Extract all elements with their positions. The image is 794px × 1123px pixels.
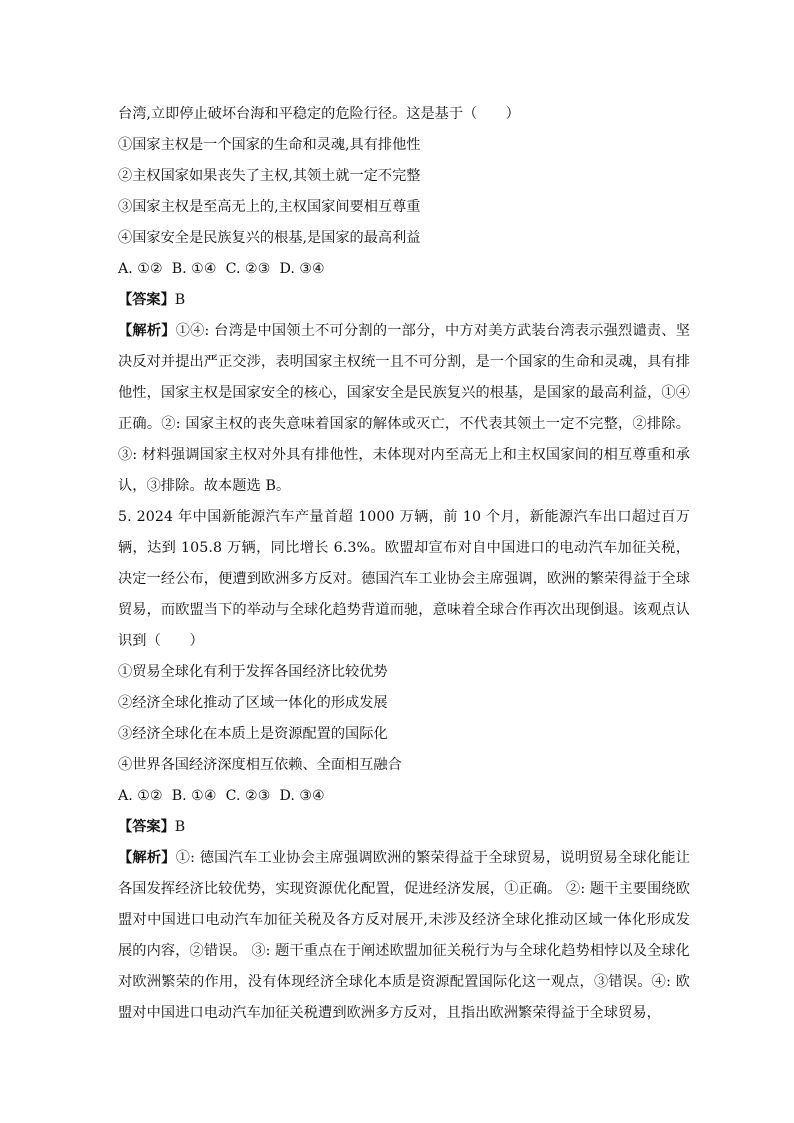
- q5-options: A. ①② B. ①④ C. ②③ D. ③④: [118, 788, 325, 804]
- q4-analysis-text: ①④: 台湾是中国领土不可分割的一部分，中方对美方武装台湾表示强烈谴责、坚决反对并提出严正交涉，表明国家主权统一且不可分割，是一个国家的生命和灵魂，具有排他性，国家主权是国家安全的核心，国家安全是民族复兴的根基，是国家的最高利益，①④正确。②: 国家主权的丧失意味着国家的解体或灭亡，不代表其领土一定不完整，②排除。③: 材料强调国家主权对外具有排他性，未体现对内至高无上和主权国家间的相互尊重和承认，③排除。故本题选 B。: [118, 323, 690, 494]
- q4-answer-tag: 【答案】: [118, 292, 175, 308]
- q5-item-3: ③经济全球化在本质上是资源配置的国际化: [118, 726, 388, 742]
- q4-analysis: [118, 316, 690, 502]
- q5-analysis-tag: 【解析】: [118, 850, 176, 866]
- q4-analysis-tag: 【解析】: [118, 323, 176, 339]
- q4-item-2: ②主权国家如果丧失了主权,其领土就一定不完整: [118, 168, 421, 184]
- q5-item-4: ④世界各国经济深度相互依赖、全面相互融合: [118, 757, 402, 773]
- q4-item-4: ④国家安全是民族复兴的根基,是国家的最高利益: [118, 230, 421, 246]
- q4-answer: [118, 285, 690, 316]
- q4-item-3: ③国家主权是至高无上的,主权国家间要相互尊重: [118, 199, 421, 215]
- q5-item-1: ①贸易全球化有利于发挥各国经济比较优势: [118, 664, 388, 680]
- q5-analysis-text: ①: 德国汽车工业协会主席强调欧洲的繁荣得益于全球贸易，说明贸易全球化能让各国发挥经济比较优势，实现资源优化配置，促进经济发展，①正确。 ②: 题干主要围绕欧盟对中国进口电动汽车加征关税及各方反对展开,未涉及经济全球化推动区域一体化形成发展的内容，②错误。 ③: 题干重点在于阐述欧盟加征关税行为与全球化趋势相悖以及全球化对欧洲繁荣的作用，没有体现经济全球化本质是资源配置国际化这一观点，③错误。④: 欧盟对中国进口电动汽车加征关税遭到欧洲多方反对，且指出欧洲繁荣得益于全球贸易，: [118, 850, 690, 1021]
- q5-item-2: ②经济全球化推动了区域一体化的形成发展: [118, 695, 388, 711]
- q4-stem-tail: 台湾,立即停止破坏台海和平稳定的危险行径。这是基于（ ）: [118, 106, 520, 122]
- q5-analysis: [118, 843, 690, 1029]
- q5-answer-tag: 【答案】: [118, 819, 175, 835]
- q5-answer-value: B: [174, 819, 186, 835]
- q5-answer: [118, 812, 690, 843]
- q4-answer-value: B: [174, 292, 186, 308]
- q4-options: A. ①② B. ①④ C. ②③ D. ③④: [118, 261, 325, 277]
- q4-item-1: ①国家主权是一个国家的生命和灵魂,具有排他性: [118, 137, 421, 153]
- q5-stem: 5. 2024 年中国新能源汽车产量首超 1000 万辆，前 10 个月，新能源汽车出口超过百万辆，达到 105.8 万辆，同比增长 6.3%。欧盟却宣布对自中国进口的电动汽车加征关税，决定一经公布，便遭到欧洲多方反对。德国汽车工业协会主席强调，欧洲的繁荣得益于全球贸易，而欧盟当下的举动与全球化趋势背道而驰，意味着全球合作再次出现倒退。该观点认识到（ ）: [118, 509, 690, 649]
